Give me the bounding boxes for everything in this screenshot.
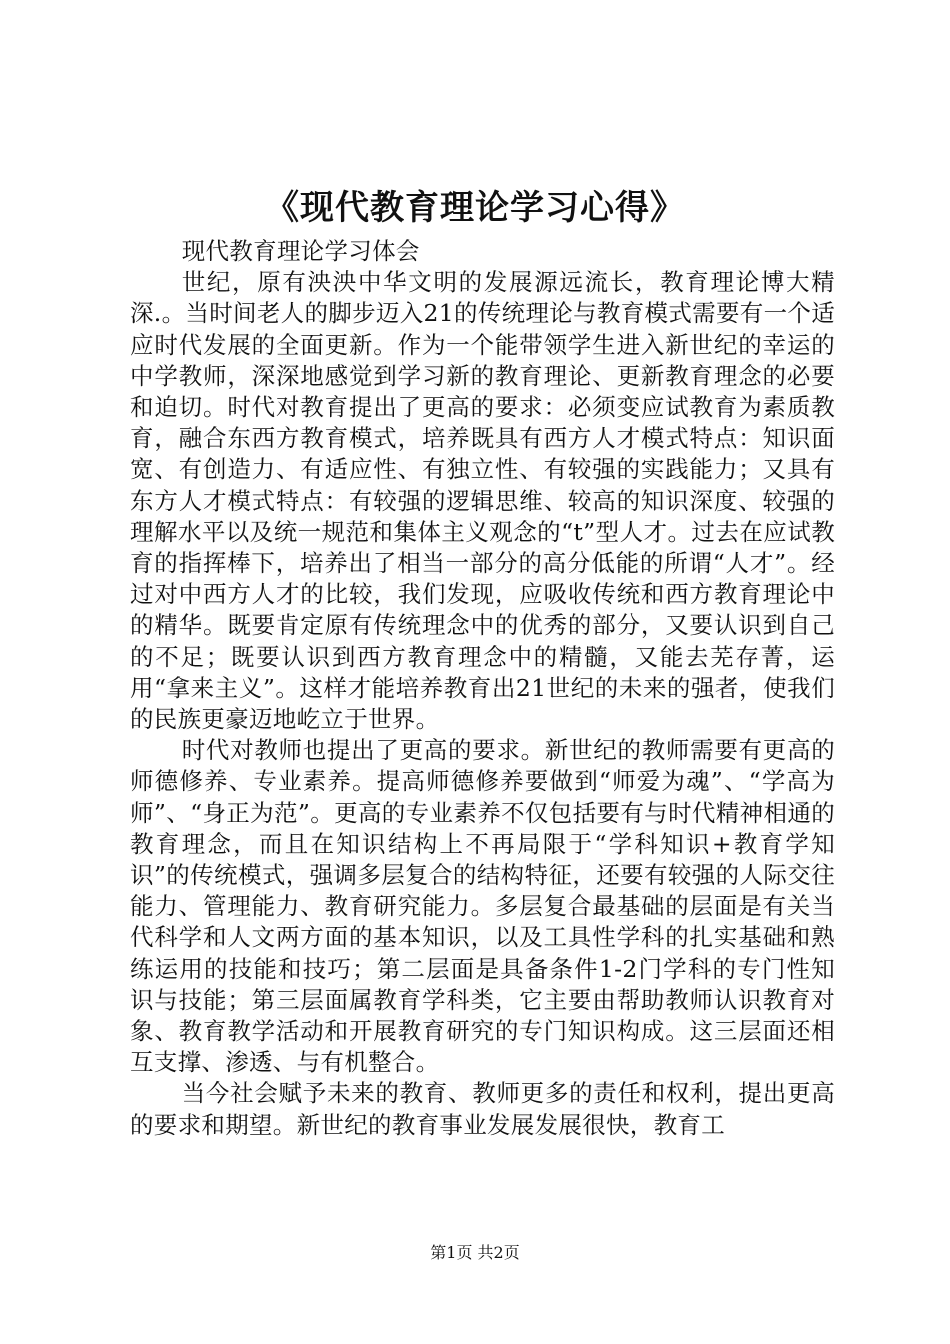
paragraph-subtitle: 现代教育理论学习体会 bbox=[181, 237, 420, 265]
page-number-footer: 第1页 共2页 bbox=[430, 1243, 520, 1262]
paragraph: 当今社会赋予未来的教育、教师更多的责任和权利，提出更高的要求和期望。新世纪的教育事业发展发展很快，教育工 bbox=[130, 1079, 835, 1139]
document-body bbox=[130, 236, 835, 1141]
document-title: 《现代教育理论学习心得》 bbox=[265, 188, 685, 228]
paragraph: 时代对教师也提出了更高的要求。新世纪的教师需要有更高的师德修养、专业素养。提高师德修养要做到“师爱为魂”、“学高为师”、“身正为范”。更高的专业素养不仅包括要有与时代精神相通的教育理念，而且在知识结构上不再局限于“学科知识+教育学知识”的传统模式，强调多层复合的结构特征，还要有较强的人际交往能力、管理能力、教育研究能力。多层复合最基础的层面是有关当代科学和人文两方面的基本知识，以及工具性学科的扎实基础和熟练运用的技能和技巧；第二层面是具备条件1-2门学科的专门性知识与技能；第三层面属教育学科类，它主要由帮助教师认识教育对象、教育教学活动和开展教育研究的专门知识构成。这三层面还相互支撑、渗透、与有机整合。 bbox=[130, 736, 835, 1077]
paragraph: 世纪，原有泱泱中华文明的发展源远流长，教育理论博大精深.。当时间老人的脚步迈入21的传统理论与教育模式需要有一个适应时代发展的全面更新。作为一个能带领学生进入新世纪的幸运的中学教师，深深地感觉到学习新的教育理论、更新教育理念的必要和迫切。时代对教育提出了更高的要求：必须变应试教育为素质教育，融合东西方教育模式，培养既具有西方人才模式特点：知识面宽、有创造力、有适应性、有独立性、有较强的实践能力；又具有东方人才模式特点：有较强的逻辑思维、较高的知识深度、较强的理解水平以及统一规范和集体主义观念的“t”型人才。过去在应试教育的指挥棒下，培养出了相当一部分的高分低能的所谓“人才”。经过对中西方人才的比较，我们发现，应吸收传统和西方教育理论中的精华。既要肯定原有传统理念中的优秀的部分，又要认识到自己的不足；既要认识到西方教育理念中的精髓，又能去芜存菁，运用“拿来主义”。这样才能培养教育出21世纪的未来的强者，使我们的民族更豪迈地屹立于世界。 bbox=[130, 268, 835, 734]
